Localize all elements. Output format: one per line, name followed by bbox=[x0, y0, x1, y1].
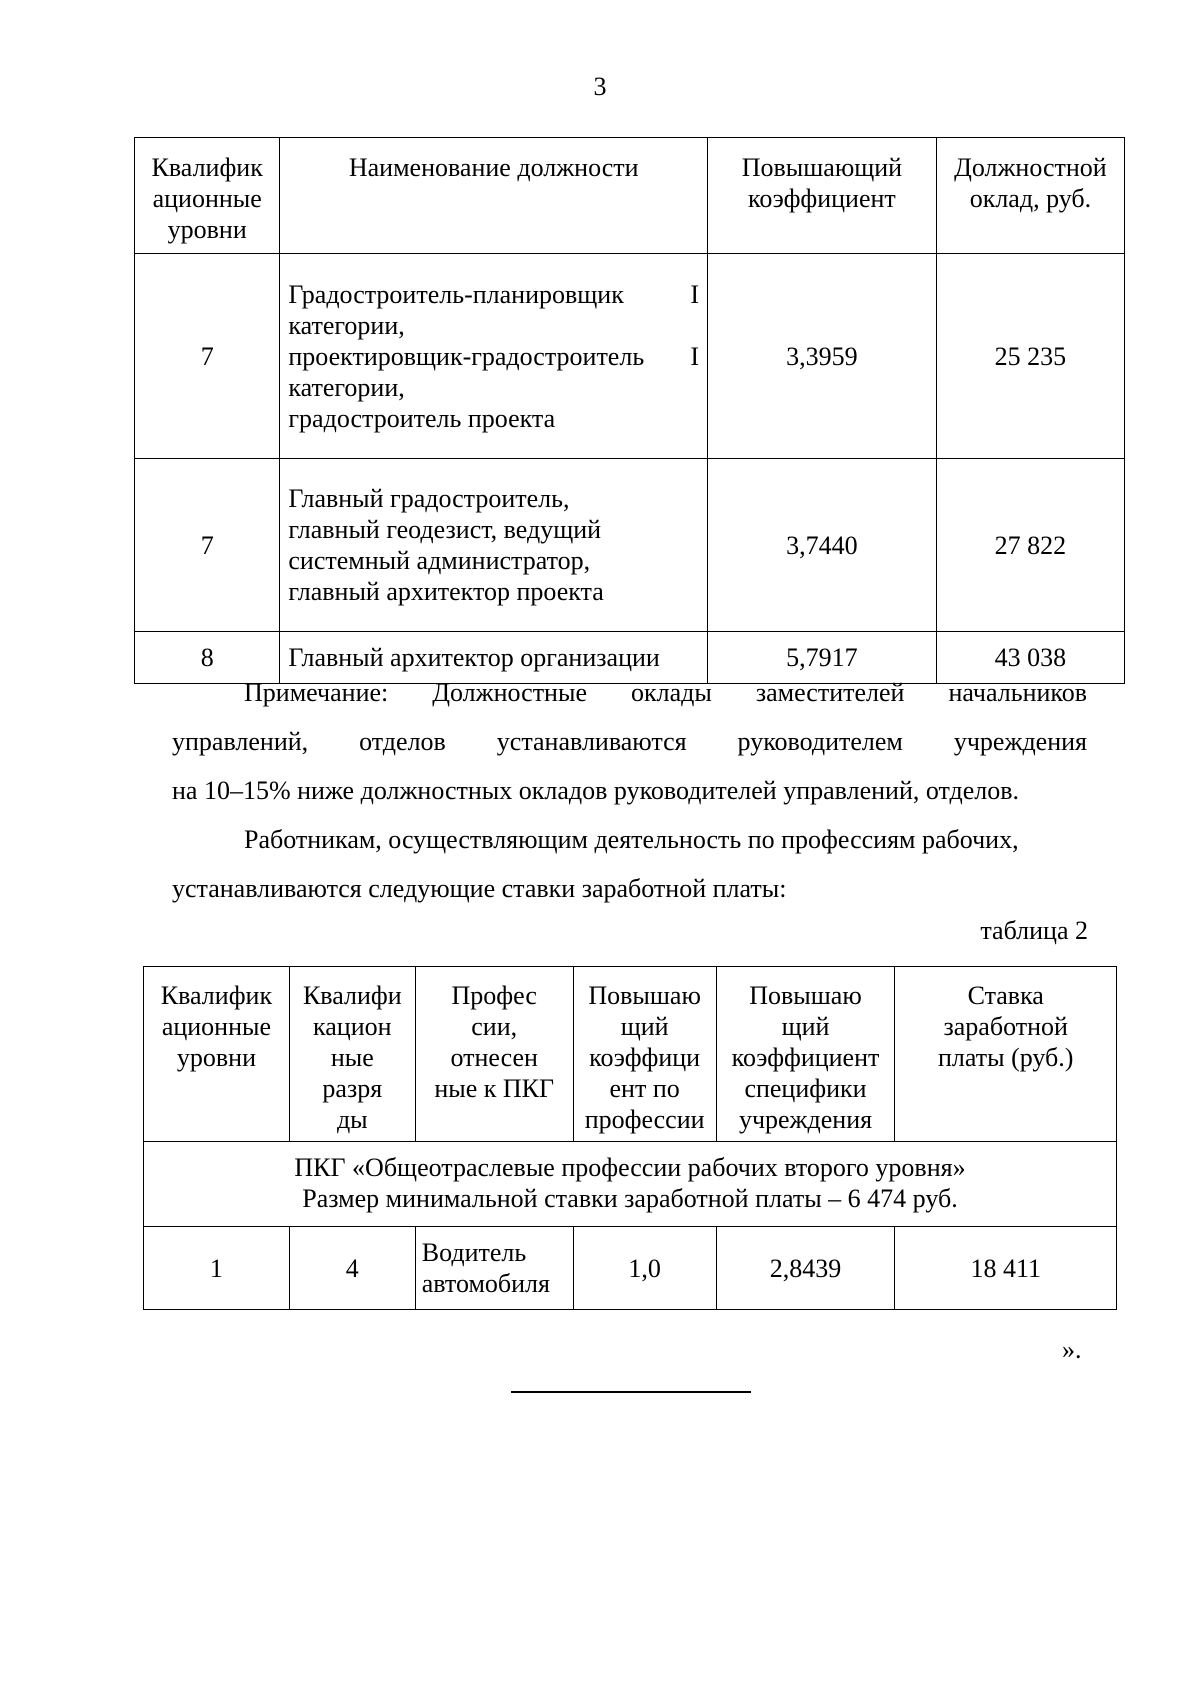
group-cell bbox=[144, 1142, 1117, 1227]
cell-level: 8 bbox=[135, 632, 280, 684]
cell-salary: 43 038 bbox=[936, 632, 1124, 684]
cell-position: Главный градостроитель, главный геодезист, ведущий системный администратор, главный архитектор проекта bbox=[280, 459, 708, 632]
header-qualification-levels: Квалифик ационные уровни bbox=[135, 138, 280, 254]
page-number: 3 bbox=[593, 72, 607, 101]
header-specificity-coefficient: Повышаю щий коэффициент специфики учреждения bbox=[716, 967, 895, 1142]
header-profession-coefficient: Повышаю щий коэффици ент по профессии bbox=[573, 967, 716, 1142]
note-paragraph: Примечание: Должностные оклады заместителей начальников управлений, отделов устанавливаются руководителем учреждения на 10–15% ниже должностных окладов руководителей управлений, отделов. bbox=[172, 678, 1087, 805]
cell-profession-coefficient: 1,0 bbox=[573, 1227, 716, 1310]
cell-level: 7 bbox=[135, 459, 280, 632]
cell-level: 7 bbox=[135, 254, 280, 459]
table-row bbox=[135, 459, 1125, 632]
positions-table bbox=[134, 137, 1125, 684]
worker-rates-table bbox=[143, 966, 1117, 1310]
header-salary: Должностной оклад, руб. bbox=[936, 138, 1124, 254]
table-header-row bbox=[144, 967, 1117, 1142]
group-header-row bbox=[144, 1142, 1117, 1227]
group-min-rate: Размер минимальной ставки заработной платы – 6 474 руб. bbox=[302, 1184, 958, 1213]
cell-profession: Водитель автомобиля bbox=[415, 1227, 573, 1310]
cell-position: Градостроитель-планировщик I категории, проектировщик-градостроитель I категории, градостроитель проекта bbox=[280, 254, 708, 459]
table-caption: таблица 2 bbox=[980, 916, 1088, 945]
cell-coefficient: 5,7917 bbox=[708, 632, 937, 684]
workers-paragraph: Работникам, осуществляющим деятельность по профессиям рабочих, устанавливаются следующие ставки заработной платы: bbox=[172, 825, 1019, 903]
table-row bbox=[135, 254, 1125, 459]
end-divider bbox=[511, 1391, 751, 1393]
header-rate: Ставка заработной платы (руб.) bbox=[895, 967, 1117, 1142]
closing-quote: ». bbox=[1062, 1335, 1082, 1364]
header-qualification-levels: Квалифик ационные уровни bbox=[144, 967, 290, 1142]
cell-salary: 27 822 bbox=[936, 459, 1124, 632]
cell-rate: 18 411 bbox=[895, 1227, 1117, 1310]
table-row bbox=[144, 1227, 1117, 1310]
header-coefficient: Повышающий коэффициент bbox=[708, 138, 937, 254]
cell-position: Главный архитектор организации bbox=[280, 632, 708, 684]
cell-level: 1 bbox=[144, 1227, 290, 1310]
cell-salary: 25 235 bbox=[936, 254, 1124, 459]
table-header-row bbox=[135, 138, 1125, 254]
header-professions: Профес сии, отнесен ные к ПКГ bbox=[415, 967, 573, 1142]
cell-coefficient: 3,7440 bbox=[708, 459, 937, 632]
header-position-name: Наименование должности bbox=[280, 138, 708, 254]
cell-grade: 4 bbox=[289, 1227, 415, 1310]
group-title: ПКГ «Общеотраслевые профессии рабочих второго уровня» bbox=[294, 1153, 966, 1182]
header-qualification-grades: Квалифи кацион ные разря ды bbox=[289, 967, 415, 1142]
cell-coefficient: 3,3959 bbox=[708, 254, 937, 459]
cell-specificity-coefficient: 2,8439 bbox=[716, 1227, 895, 1310]
